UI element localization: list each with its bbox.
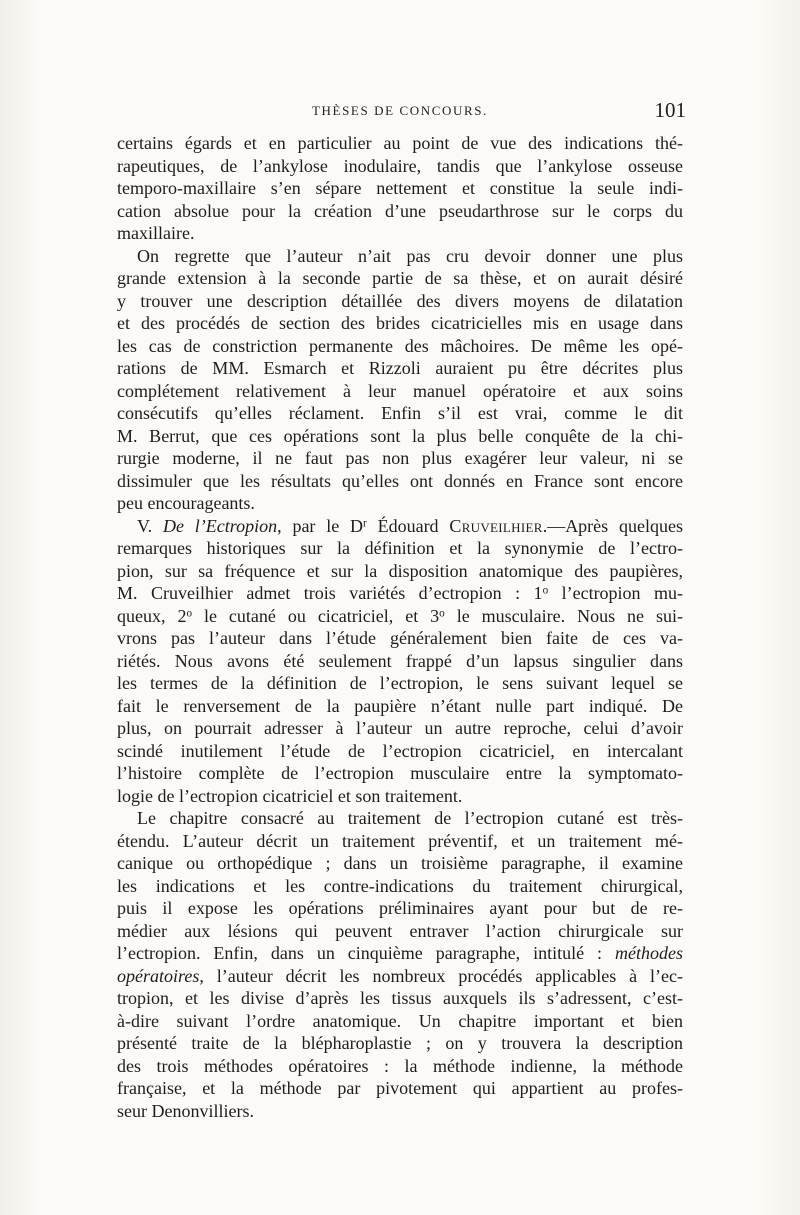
line-text: seur Denonvilliers. xyxy=(117,1100,254,1121)
text-line xyxy=(117,717,683,740)
line-text-rest: .—Après quelques xyxy=(542,515,683,536)
line-text: les cas de constriction permanente des mâchoires. De même les opé- xyxy=(117,335,683,356)
superscript: o xyxy=(186,606,193,619)
line-segment: l’ectropion. Enfin, dans un cinquième paragraphe, intitulé : xyxy=(117,943,616,963)
line-text: riétés. Nous avons été seulement frappé d’un lapsus singulier dans xyxy=(117,650,683,671)
text-line xyxy=(117,605,683,628)
line-text: puis il expose les opérations préliminaires ayant pour but de re- xyxy=(117,898,683,918)
text-line xyxy=(117,380,683,403)
text-line xyxy=(117,425,683,448)
line-text: les indications et les contre-indications du traitement chirurgical, xyxy=(117,875,683,896)
line-segment: M. Cruveilhier admet trois variétés d’ectropion : 1 xyxy=(117,583,543,603)
page-number: 101 xyxy=(654,98,686,122)
line-text: rations de MM. Esmarch et Rizzoli auraient pu être décrites plus xyxy=(117,358,683,378)
line-text: canique ou orthopédique ; dans un troisième paragraphe, il examine xyxy=(117,853,683,873)
line-text xyxy=(117,583,683,603)
line-text: maxillaire. xyxy=(117,223,195,243)
text-line xyxy=(117,875,683,898)
text-line xyxy=(117,1010,683,1033)
line-text xyxy=(137,516,683,536)
text-line xyxy=(117,155,683,178)
section-numeral: V. xyxy=(137,515,163,536)
line-text: fait le renversement de la paupière n’étant nulle part indiqué. De xyxy=(117,695,683,716)
line-text: Le chapitre consacré au traitement de l’ectropion cutané est très- xyxy=(137,808,683,828)
text-line xyxy=(117,1077,683,1100)
text-line xyxy=(117,1032,683,1055)
line-text: tropion, et les divise d’après les tissus auxquels ils s’adressent, c’est- xyxy=(117,988,683,1008)
line-text xyxy=(117,606,683,626)
line-text: plus, on pourrait adresser à l’auteur un autre reproche, celui d’avoir xyxy=(117,718,683,738)
text-line xyxy=(117,560,683,583)
line-text: des trois méthodes opératoires : la méthode indienne, la méthode xyxy=(117,1055,683,1076)
text-line xyxy=(117,402,683,425)
text-line xyxy=(117,1055,683,1078)
author-name: Cruveilhier xyxy=(449,515,543,536)
line-text: l’histoire complète de l’ectropion musculaire entre la symptomato- xyxy=(117,763,683,783)
line-text: M. Berrut, que ces opérations sont la plus belle conquête de la chi- xyxy=(117,425,683,446)
line-text: complétement relativement à leur manuel opératoire et aux soins xyxy=(117,380,683,401)
text-line xyxy=(117,312,683,335)
line-text: française, et la méthode par pivotement qui appartient au profes- xyxy=(117,1078,683,1098)
text-line xyxy=(117,470,683,493)
text-line xyxy=(117,672,683,695)
line-text: y trouver une description détaillée des divers moyens de dilatation xyxy=(117,290,683,311)
line-segment: le musculaire. Nous ne sui- xyxy=(444,605,683,626)
text-line xyxy=(117,1100,683,1123)
line-text: scindé inutilement l’étude de l’ectropion cicatriciel, en intercalant xyxy=(117,740,683,761)
line-text: étendu. L’auteur décrit un traitement préventif, et un traitement mé- xyxy=(117,830,683,851)
text-line xyxy=(117,762,683,785)
line-segment: , l’auteur décrit les nombreux procédés applicables à l’ec- xyxy=(199,965,683,986)
line-text: cation absolue pour la création d’une pseudarthrose sur le corps du xyxy=(117,200,683,221)
superscript: o xyxy=(542,584,549,597)
italic-term: opératoires xyxy=(117,965,200,986)
line-text: grande extension à la seconde partie de sa thèse, et on aurait désiré xyxy=(117,268,683,288)
line-text: consécutifs qu’elles réclament. Enfin s’il est vrai, comme le dit xyxy=(117,403,683,423)
line-text: présenté traite de la blépharoplastie ; on y trouvera la description xyxy=(117,1033,683,1053)
text-line xyxy=(117,920,683,943)
text-line xyxy=(117,695,683,718)
byline-text: , par le D xyxy=(277,515,364,536)
line-segment: l’ectropion mu- xyxy=(548,583,684,603)
text-line xyxy=(117,132,683,155)
superscript: r xyxy=(363,516,367,529)
line-segment: queux, 2 xyxy=(117,605,187,626)
line-text: à-dire suivant l’ordre anatomique. Un chapitre important et bien xyxy=(117,1010,683,1031)
line-text: les termes de la définition de l’ectropion, le sens suivant lequel se xyxy=(117,673,683,693)
text-line xyxy=(117,290,683,313)
text-line xyxy=(117,357,683,380)
text-line xyxy=(117,942,683,965)
text-line xyxy=(117,200,683,223)
line-text: rapeutiques, de l’ankylose inodulaire, tandis que l’ankylose osseuse xyxy=(117,155,683,176)
italic-term: méthodes xyxy=(615,943,683,963)
line-text: remarques historiques sur la définition et la synonymie de l’ectro- xyxy=(117,538,683,558)
superscript: o xyxy=(439,606,445,619)
text-line xyxy=(117,447,683,470)
first-name: Édouard xyxy=(366,515,450,536)
text-line xyxy=(117,335,683,358)
thesis-title: De l’Ectropion xyxy=(163,515,278,536)
line-text: vrons pas l’auteur dans l’étude généralement bien faite de ces va- xyxy=(117,628,683,648)
line-text xyxy=(117,966,683,986)
line-text: certains égards et en particulier au point de vue des indications thé- xyxy=(117,133,683,153)
text-line xyxy=(117,537,683,560)
text-line xyxy=(117,177,683,200)
text-line xyxy=(117,582,683,605)
line-text: peu encourageants. xyxy=(117,493,255,513)
line-text: médier aux lésions qui peuvent entraver l’action chirurgicale sur xyxy=(117,920,683,941)
body-text xyxy=(117,132,683,1122)
text-line xyxy=(117,245,683,268)
text-line xyxy=(117,987,683,1010)
line-text: rurgie moderne, il ne faut pas non plus exagérer leur valeur, ni se xyxy=(117,448,683,468)
text-line xyxy=(117,897,683,920)
line-text: logie de l’ectropion cicatriciel et son traitement. xyxy=(117,785,463,806)
line-text: On regrette que l’auteur n’ait pas cru devoir donner une plus xyxy=(137,245,683,266)
line-text: et des procédés de section des brides cicatricielles mis en usage dans xyxy=(117,313,683,333)
text-line xyxy=(117,785,683,808)
text-line xyxy=(117,515,683,538)
running-title: THÈSES DE CONCOURS. xyxy=(312,103,488,118)
text-line xyxy=(117,807,683,830)
text-line xyxy=(117,222,683,245)
line-text: pion, sur sa fréquence et sur la disposition anatomique des paupières, xyxy=(117,560,683,581)
text-line xyxy=(117,740,683,763)
line-segment: le cutané ou cicatriciel, et 3 xyxy=(192,605,440,626)
text-line xyxy=(117,267,683,290)
line-text xyxy=(117,943,683,963)
text-line xyxy=(117,852,683,875)
line-text: temporo-maxillaire s’en sépare nettement et constitue la seule indi- xyxy=(117,178,683,198)
line-text: dissimuler que les résultats qu’elles ont donnés en France sont encore xyxy=(117,470,683,491)
text-line xyxy=(117,627,683,650)
text-line xyxy=(117,650,683,673)
text-line xyxy=(117,492,683,515)
text-line xyxy=(117,830,683,853)
text-line xyxy=(117,965,683,988)
